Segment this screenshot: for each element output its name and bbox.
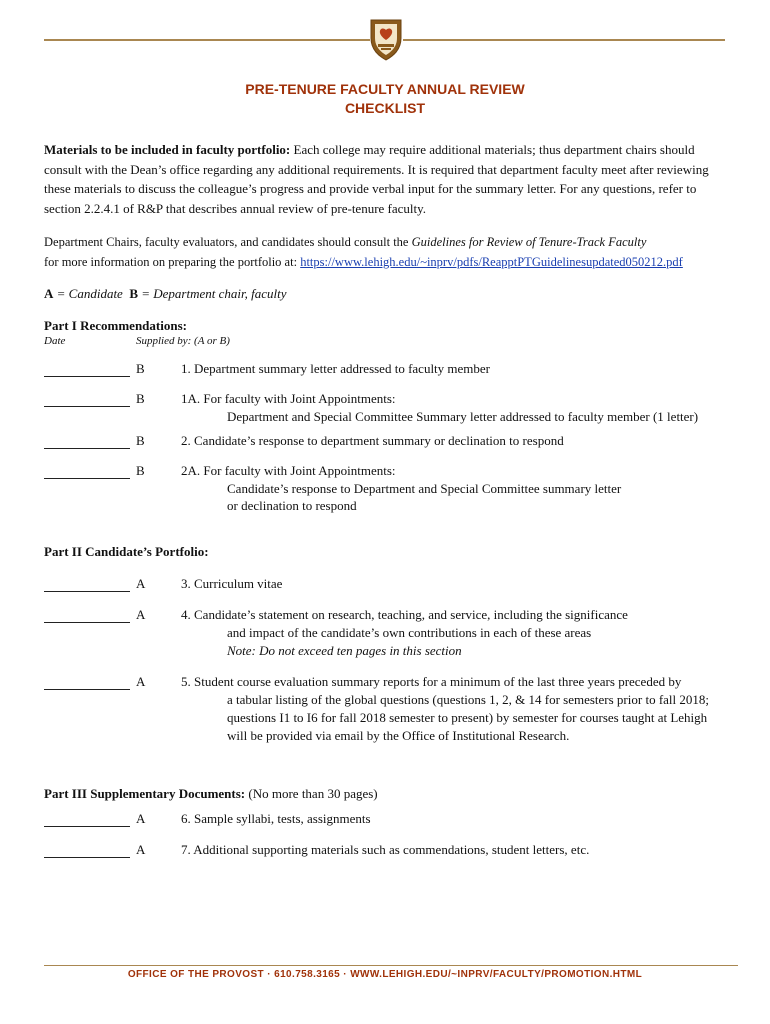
- part2-heading: Part II Candidate’s Portfolio:: [44, 544, 209, 559]
- checklist-item-2: 2. Candidate’s response to department summary or declination to respond: [181, 433, 564, 448]
- col-supplied-label: Supplied by: (A or B): [136, 335, 230, 347]
- col-date-label: Date: [44, 335, 66, 347]
- checklist-item-5-detail: a tabular listing of the global questions (questions 1, 2, & 14 for semesters prior to fall 2018;: [227, 692, 710, 707]
- checklist-item-5: 5. Student course evaluation summary reports for a minimum of the last three years preceded by: [181, 674, 682, 689]
- date-field-3[interactable]: [44, 590, 130, 592]
- page-title-line2: CHECKLIST: [344, 100, 426, 116]
- header-rule-left: [44, 39, 370, 41]
- materials-heading: Materials to be included in faculty portfolio:: [44, 142, 291, 157]
- part3-heading-line: [44, 786, 378, 802]
- checklist-item-2a-detail: Candidate’s response to Department and Special Committee summary letter: [227, 481, 622, 496]
- checklist-item-3: 3. Curriculum vitae: [181, 576, 283, 591]
- supplied-by-1a: B: [136, 391, 145, 406]
- legend-a-value: = Candidate: [53, 286, 123, 301]
- checklist-item-1a: 1A. For faculty with Joint Appointments:: [181, 391, 396, 406]
- supplied-by-6: A: [136, 811, 146, 826]
- supplied-by-4: A: [136, 607, 146, 622]
- guidelines-link[interactable]: https://www.lehigh.edu/~inprv/pdfs/ReapptPTGuidelinesupdated050212.pdf: [300, 254, 683, 269]
- university-crest-icon: [369, 18, 403, 62]
- part1-heading: Part I Recommendations:: [44, 318, 187, 333]
- guidelines-paragraph: [44, 233, 734, 272]
- materials-text: Each college may require additional materials; thus department chairs should consult with the Dean’s office regarding any additional requirements. It is required that department faculty meet after reviewing these materials to discuss the colleague’s progress and provide verbal input for the summary letter. For any questions, refer to section 2.2.4.1 of R&P that describes annual review of pre-tenure faculty.: [44, 142, 709, 216]
- date-field-2a[interactable]: [44, 477, 130, 479]
- date-field-7[interactable]: [44, 856, 130, 858]
- supplied-by-7: A: [136, 842, 146, 857]
- checklist-item-5-detail-3: will be provided via email by the Office of Institutional Research.: [227, 728, 570, 743]
- date-field-5[interactable]: [44, 688, 130, 690]
- date-field-1[interactable]: [44, 375, 130, 377]
- checklist-item-2a-detail-2: or declination to respond: [227, 498, 357, 513]
- checklist-item-1: 1. Department summary letter addressed to faculty member: [181, 361, 491, 376]
- checklist-item-4: 4. Candidate’s statement on research, teaching, and service, including the significance: [181, 607, 628, 622]
- legend: [44, 286, 287, 302]
- checklist-item-7: 7. Additional supporting materials such as commendations, student letters, etc.: [181, 842, 590, 857]
- date-field-6[interactable]: [44, 825, 130, 827]
- supplied-by-3: A: [136, 576, 146, 591]
- checklist-item-1a-detail: Department and Special Committee Summary letter addressed to faculty member (1 letter): [227, 409, 699, 424]
- checklist-item-4-note: Note: Do not exceed ten pages in this section: [227, 643, 462, 658]
- date-field-4[interactable]: [44, 621, 130, 623]
- legend-b-key: B: [129, 286, 138, 301]
- footer-rule: [44, 965, 738, 966]
- part3-heading-note: (No more than 30 pages): [245, 786, 378, 801]
- date-field-2[interactable]: [44, 447, 130, 449]
- date-field-1a[interactable]: [44, 405, 130, 407]
- supplied-by-5: A: [136, 674, 146, 689]
- guidelines-text: Department Chairs, faculty evaluators, and candidates should consult the: [44, 235, 412, 249]
- legend-a-key: A: [44, 286, 54, 301]
- checklist-item-2a: 2A. For faculty with Joint Appointments:: [181, 463, 396, 478]
- guidelines-title: Guidelines for Review of Tenure-Track Faculty: [411, 235, 647, 249]
- supplied-by-2a: B: [136, 463, 145, 478]
- checklist-item-6: 6. Sample syllabi, tests, assignments: [181, 811, 371, 826]
- page-title-line1: PRE-TENURE FACULTY ANNUAL REVIEW: [245, 81, 525, 97]
- materials-paragraph: [44, 140, 734, 218]
- checklist-item-4-detail: and impact of the candidate’s own contributions in each of these areas: [227, 625, 592, 640]
- guidelines-more: for more information on preparing the portfolio at:: [44, 254, 301, 269]
- part3-heading: Part III Supplementary Documents:: [44, 786, 246, 801]
- legend-b-value: = Department chair, faculty: [138, 286, 287, 301]
- header-rule-right: [403, 39, 725, 41]
- supplied-by-2: B: [136, 433, 145, 448]
- footer-contact: OFFICE OF THE PROVOST · 610.758.3165 · WWW.LEHIGH.EDU/~INPRV/FACULTY/PROMOTION.HTML: [127, 969, 643, 980]
- supplied-by-1: B: [136, 361, 145, 376]
- checklist-item-5-detail-2: questions I1 to I6 for fall 2018 semester to present) by semester for courses taught at Lehigh: [227, 710, 708, 725]
